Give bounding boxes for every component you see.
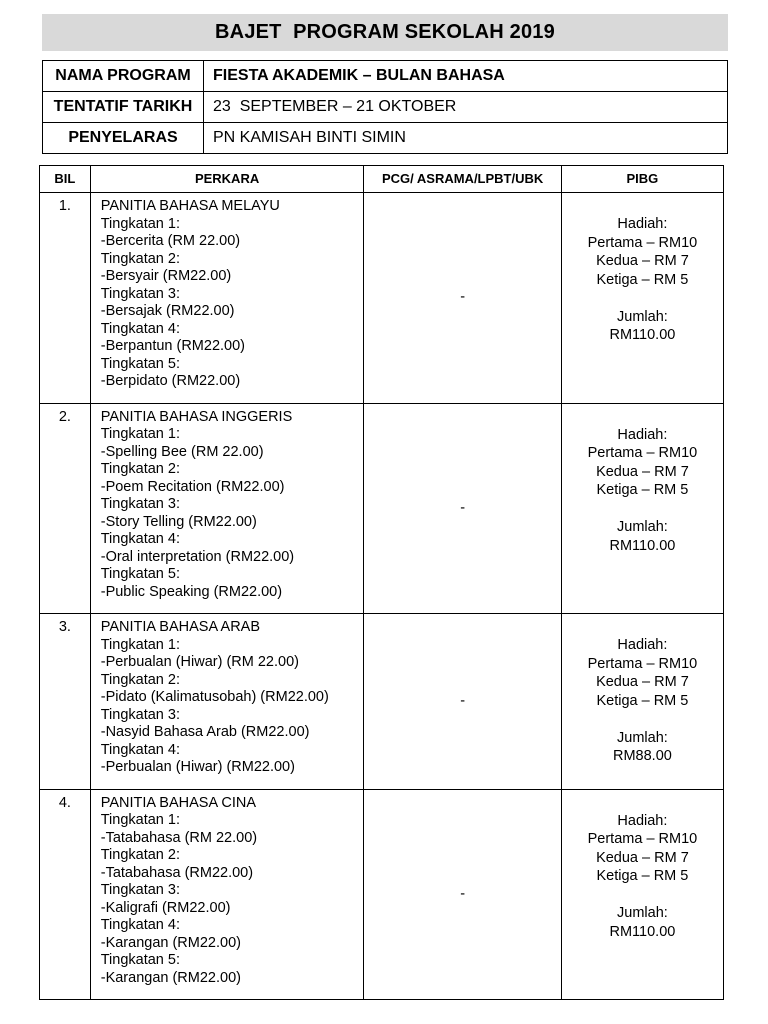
tingkatan-label: Tingkatan 1:: [100, 636, 180, 653]
total-value: RM110.00: [609, 327, 676, 343]
info-value: PN KAMISAH BINTI SIMIN: [204, 123, 728, 154]
prize-second: Kedua – RM 7: [596, 253, 689, 269]
row-number: 4.: [40, 789, 91, 1000]
tingkatan-label: Tingkatan 3:: [100, 882, 180, 898]
prize-heading: Hadiah:: [617, 637, 668, 653]
tingkatan-label: Tingkatan 3:: [100, 706, 180, 723]
prize-third: Ketiga – RM 5: [596, 868, 689, 884]
row-number: 2.: [40, 403, 91, 614]
tingkatan-label: Tingkatan 3:: [100, 285, 180, 302]
table-row: [40, 403, 724, 614]
info-label: PENYELARAS: [43, 123, 204, 154]
row-pcg-value: -: [364, 403, 561, 614]
tingkatan-label: Tingkatan 1:: [100, 812, 180, 828]
prize-first: Pertama – RM10: [587, 831, 698, 847]
row-number: 1.: [40, 193, 91, 404]
budget-table-body: [40, 193, 724, 1000]
info-row-coordinator: [43, 123, 728, 154]
spacer: [562, 500, 723, 519]
prize-second: Kedua – RM 7: [596, 463, 689, 480]
activity-item: -Bercerita (RM 22.00): [100, 233, 241, 249]
row-number: 3.: [40, 614, 91, 790]
header-perkara: PERKARA: [90, 166, 364, 193]
prize-second: Kedua – RM 7: [596, 849, 689, 866]
spacer: [562, 289, 723, 308]
activity-item: -Perbualan (Hiwar) (RM22.00): [100, 759, 295, 775]
info-label: TENTATIF TARIKH: [43, 92, 204, 123]
activity-item: -Tatabahasa (RM22.00): [100, 864, 254, 881]
total-value: RM88.00: [612, 748, 672, 764]
row-perkara: [90, 789, 364, 1000]
tingkatan-label: Tingkatan 4:: [100, 531, 180, 547]
spacer: [562, 710, 723, 729]
activity-item: -Karangan (RM22.00): [100, 969, 241, 986]
prize-third: Ketiga – RM 5: [596, 692, 689, 709]
activity-item: -Kaligrafi (RM22.00): [100, 899, 231, 916]
document-title: BAJET PROGRAM SEKOLAH 2019: [42, 14, 728, 51]
budget-table: [39, 165, 724, 1000]
prize-third: Ketiga – RM 5: [596, 482, 689, 498]
total-label: Jumlah:: [617, 308, 668, 325]
activity-item: -Poem Recitation (RM22.00): [100, 478, 285, 495]
tingkatan-label: Tingkatan 1:: [100, 215, 180, 232]
total-label: Jumlah:: [617, 905, 668, 921]
tingkatan-label: Tingkatan 4:: [100, 917, 180, 933]
tingkatan-label: Tingkatan 2:: [100, 461, 180, 477]
prize-heading: Hadiah:: [617, 812, 668, 829]
info-value: FIESTA AKADEMIK – BULAN BAHASA: [204, 61, 728, 92]
table-row: [40, 193, 724, 404]
prize-first: Pertama – RM10: [587, 655, 698, 672]
info-value: 23 SEPTEMBER – 21 OKTOBER: [204, 92, 728, 123]
activity-item: -Berpantun (RM22.00): [100, 338, 245, 354]
activity-item: -Bersyair (RM22.00): [100, 268, 232, 284]
table-header-row: [40, 166, 724, 193]
tingkatan-label: Tingkatan 1:: [100, 426, 180, 442]
tingkatan-label: Tingkatan 3:: [100, 496, 180, 512]
header-pcg: PCG/ ASRAMA/LPBT/UBK: [364, 166, 561, 193]
activity-item: -Pidato (Kalimatusobah) (RM22.00): [100, 689, 329, 705]
row-perkara: [90, 193, 364, 404]
total-value: RM110.00: [609, 923, 676, 940]
activity-item: -Perbualan (Hiwar) (RM 22.00): [100, 654, 299, 670]
row-pcg-value: -: [364, 789, 561, 1000]
row-pcg-value: -: [364, 193, 561, 404]
total-label: Jumlah:: [617, 519, 668, 535]
prize-first: Pertama – RM10: [587, 234, 698, 251]
tingkatan-label: Tingkatan 2:: [100, 847, 180, 863]
row-pibg: [561, 614, 723, 790]
activity-item: -Karangan (RM22.00): [100, 934, 241, 951]
spacer: [562, 886, 723, 905]
program-info-table: [42, 60, 728, 154]
tingkatan-label: Tingkatan 4:: [100, 741, 180, 758]
table-row: [40, 789, 724, 1000]
panitia-name: PANITIA BAHASA ARAB: [100, 619, 261, 635]
prize-heading: Hadiah:: [617, 216, 668, 232]
activity-item: -Bersajak (RM22.00): [100, 303, 235, 319]
total-label: Jumlah:: [617, 729, 668, 746]
header-bil: BIL: [40, 166, 91, 193]
activity-item: -Spelling Bee (RM 22.00): [100, 443, 264, 460]
activity-item: -Public Speaking (RM22.00): [100, 583, 283, 600]
info-row-program-name: [43, 61, 728, 92]
activity-item: -Berpidato (RM22.00): [100, 373, 241, 389]
row-pibg: [561, 403, 723, 614]
row-perkara: [90, 403, 364, 614]
tingkatan-label: Tingkatan 5:: [100, 566, 180, 582]
total-value: RM110.00: [609, 537, 676, 554]
row-pibg: [561, 193, 723, 404]
tingkatan-label: Tingkatan 5:: [100, 355, 180, 372]
tingkatan-label: Tingkatan 4:: [100, 320, 180, 337]
table-row: [40, 614, 724, 790]
row-pibg: [561, 789, 723, 1000]
activity-item: -Tatabahasa (RM 22.00): [100, 829, 258, 846]
prize-third: Ketiga – RM 5: [596, 271, 689, 288]
panitia-name: PANITIA BAHASA CINA: [100, 794, 256, 811]
activity-item: -Story Telling (RM22.00): [100, 513, 257, 530]
activity-item: -Oral interpretation (RM22.00): [100, 548, 295, 565]
activity-item: -Nasyid Bahasa Arab (RM22.00): [100, 724, 310, 740]
tingkatan-label: Tingkatan 2:: [100, 671, 180, 688]
info-row-date: [43, 92, 728, 123]
header-pibg: PIBG: [561, 166, 723, 193]
panitia-name: PANITIA BAHASA MELAYU: [100, 198, 280, 214]
info-label: NAMA PROGRAM: [43, 61, 204, 92]
prize-first: Pertama – RM10: [587, 445, 698, 461]
panitia-name: PANITIA BAHASA INGGERIS: [100, 408, 293, 425]
row-pcg-value: -: [364, 614, 561, 790]
tingkatan-label: Tingkatan 2:: [100, 250, 180, 267]
tingkatan-label: Tingkatan 5:: [100, 952, 180, 968]
prize-heading: Hadiah:: [617, 426, 668, 443]
prize-second: Kedua – RM 7: [596, 674, 689, 690]
row-perkara: [90, 614, 364, 790]
